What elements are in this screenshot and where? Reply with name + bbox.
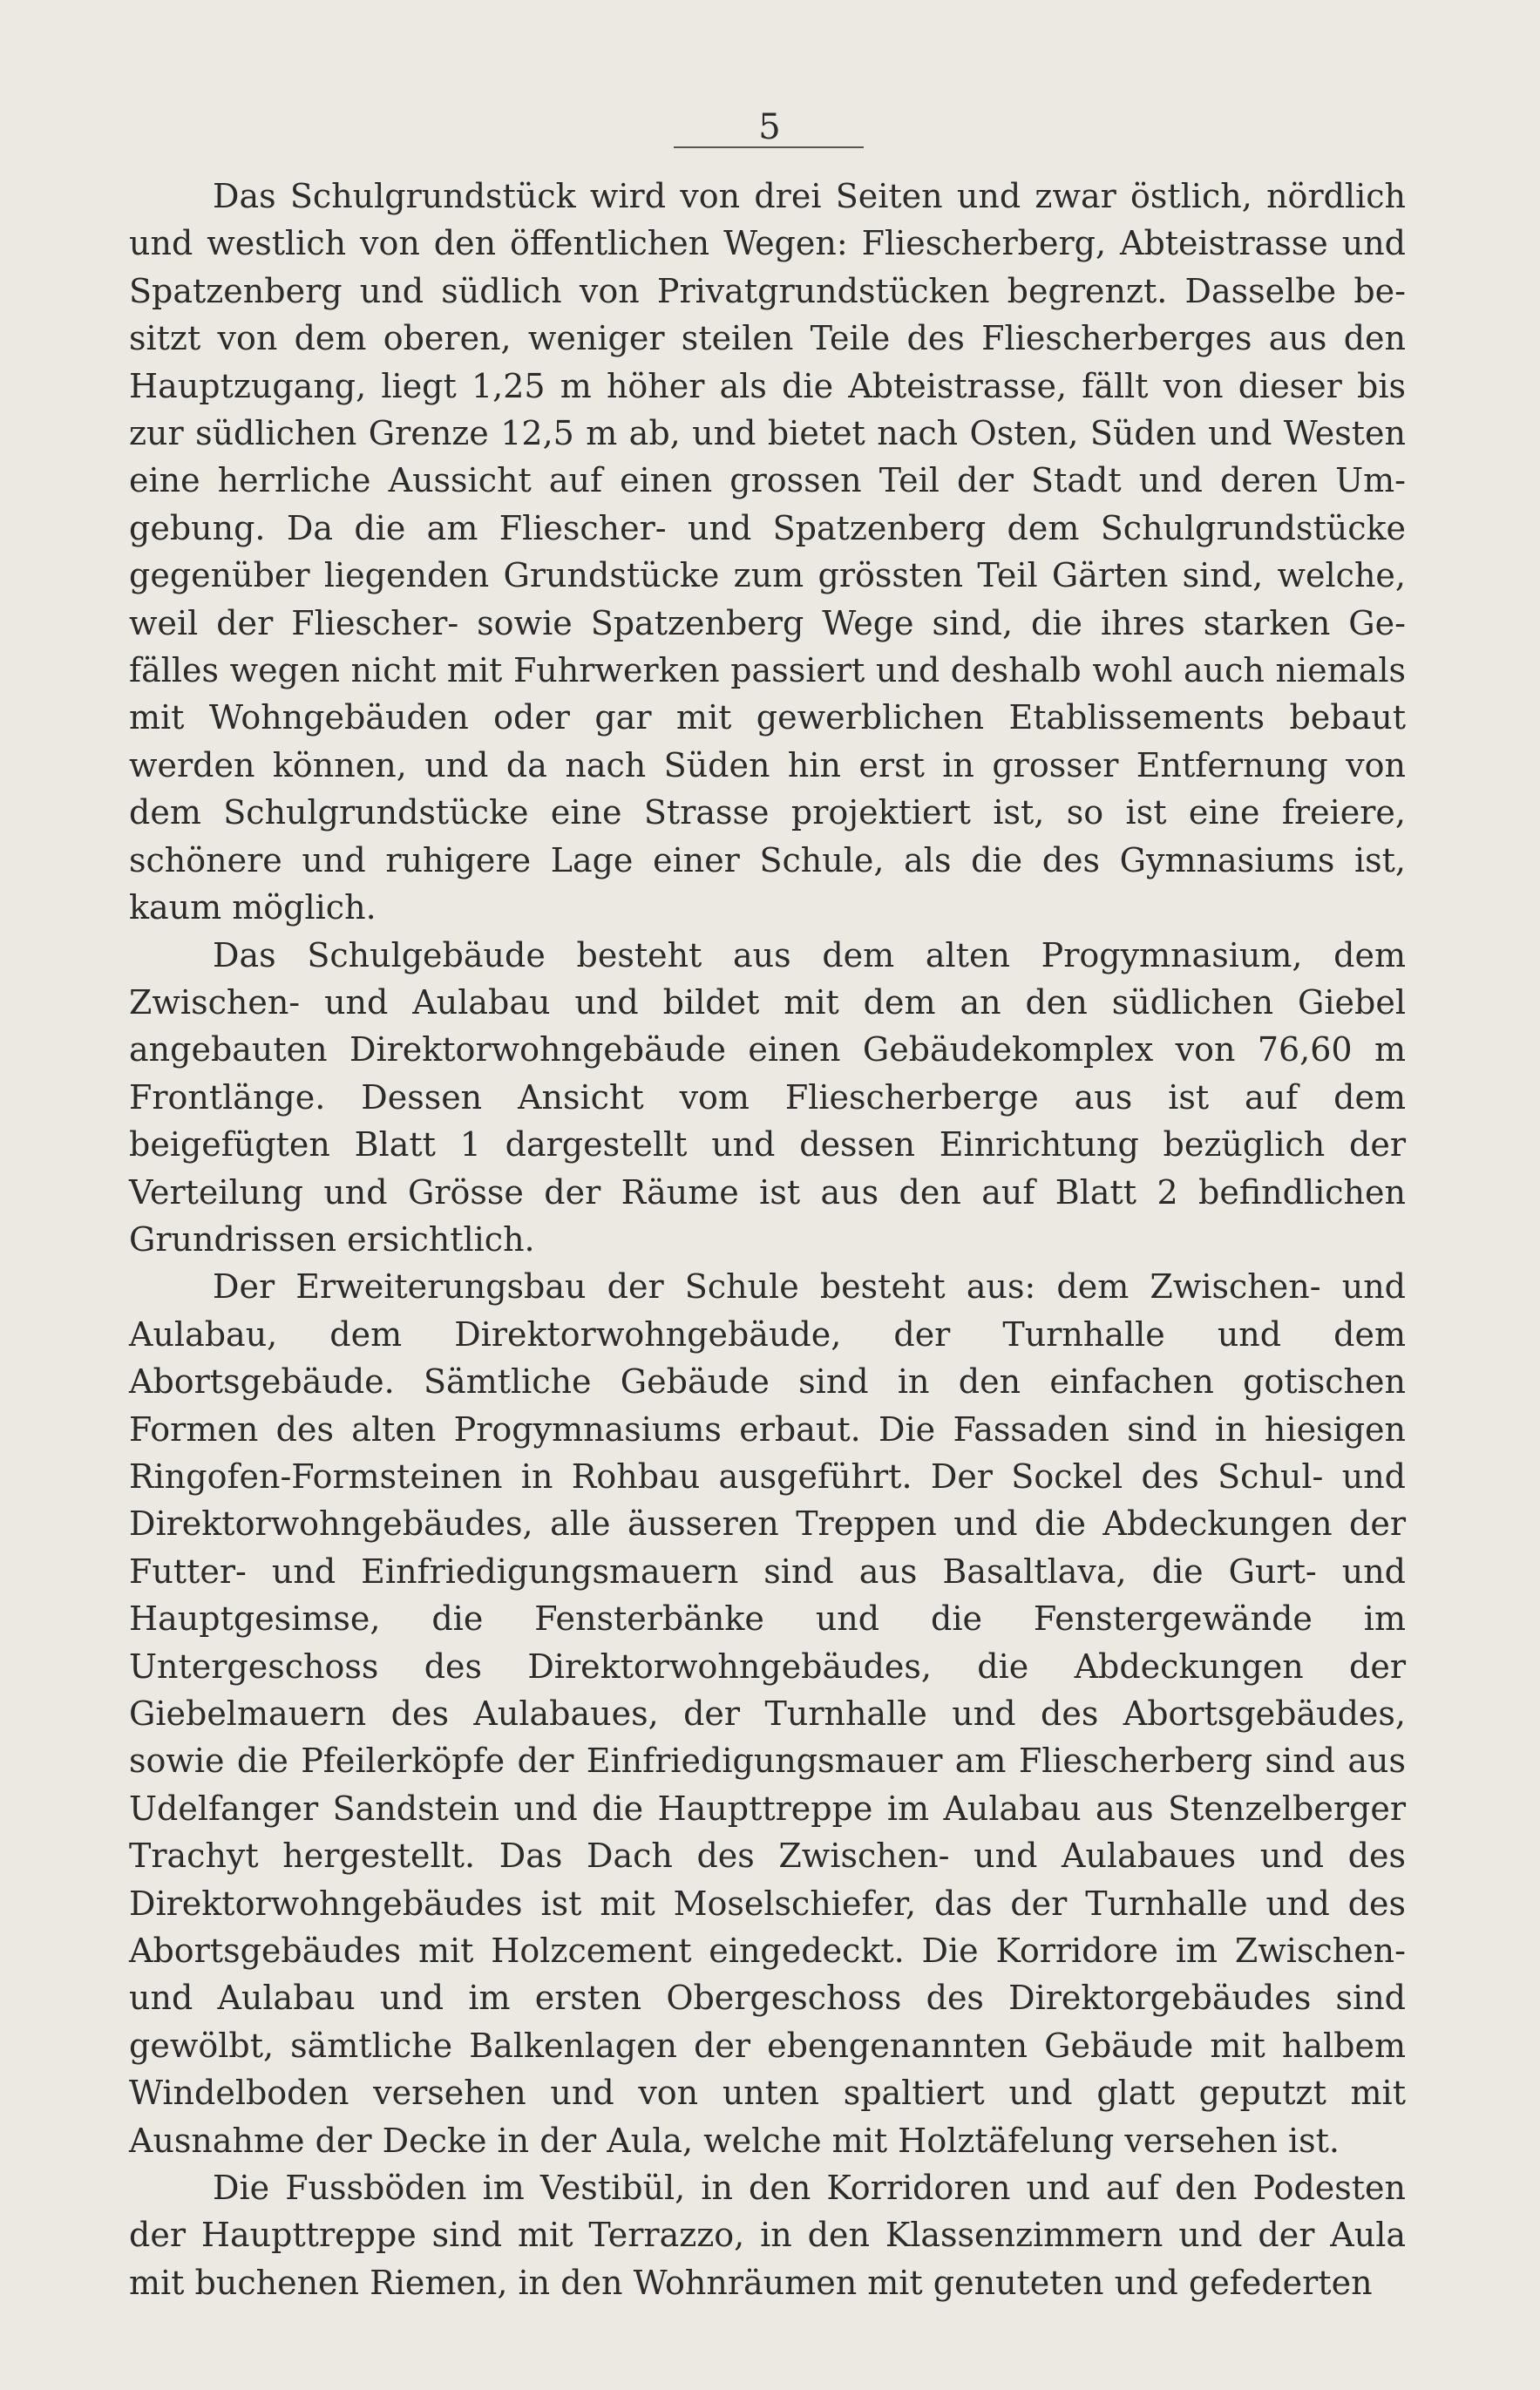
paragraph: Das Schulgebäude besteht aus dem alten Progymnasium, dem Zwischen- und Aulabau und bildet mit dem an den südlichen Giebel angebauten Direktorwohngebäude einen Gebäudekomplex von 76,60 m Frontlänge. Dessen Ansicht vom Fliescherberge aus ist auf dem beigefügten Blatt 1 dargestellt und dessen Einrichtung bezüglich der Verteilung und Grösse der Räume ist aus den auf Blatt 2 befindlichen Grundrissen ersichtlich.: [129, 935, 1406, 1259]
paragraph: Das Schulgrundstück wird von drei Seiten und zwar östlich, nördlich und westlich von den öffentlichen Wegen: Fliescherberg, Abteistrasse und Spatzenberg und südlich von Privatgrundstücken begrenzt. Dasselbe besitzt von dem oberen, weniger steilen Teile des Fliescherberges aus den Hauptzugang, liegt 1,25 m höher als die Abteistrasse, fällt von dieser bis zur südlichen Grenze 12,5 m ab, und bietet nach Osten, Süden und Westen eine herrliche Aussicht auf einen grossen Teil der Stadt und deren Umgebung. Da die am Fliescher- und Spatzenberg dem Schulgrundstücke gegenüber liegenden Grundstücke zum grössten Teil Gärten sind, welche, weil der Fliescher- sowie Spatzenberg Wege sind, die ihres starken Gefälles wegen nicht mit Fuhrwerken passiert und deshalb wohl auch niemals mit Wohngebäuden oder gar mit gewerblichen Etablissements bebaut werden können, und da nach Süden hin erst in grosser Entfernung von dem Schulgrundstücke eine Strasse projektiert ist, so ist eine freiere, schönere und ruhigere Lage einer Schule, als die des Gymnasiums ist, kaum möglich.: [129, 177, 1406, 927]
paragraph: Der Erweiterungsbau der Schule besteht aus: dem Zwischen- und Aulabau, dem Direktorwohngebäude, der Turnhalle und dem Abortsgebäude. Sämtliche Gebäude sind in den einfachen gotischen Formen des alten Progymnasiums erbaut. Die Fassaden sind in hiesigen Ringofen-Formsteinen in Rohbau ausgeführt. Der Sockel des Schul- und Direktorwohngebäudes, alle äusseren Treppen und die Abdeckungen der Futter- und Einfriedigungsmauern sind aus Basaltlava, die Gurt- und Hauptgesimse, die Fensterbänke und die Fenstergewände im Untergeschoss des Direktorwohngebäudes, die Abdeckungen der Giebelmauern des Aulabaues, der Turnhalle und des Abortsgebäudes, sowie die Pfeilerköpfe der Einfriedigungsmauer am Fliescherberg sind aus Udelfanger Sandstein und die Haupttreppe im Aulabau aus Stenzelberger Trachyt hergestellt. Das Dach des Zwischen- und Aulabaues und des Direktorwohngebäudes ist mit Moselschiefer, das der Turnhalle und des Abortsgebäudes mit Holzcement eingedeckt. Die Korridore im Zwischen- und Aulabau und im ersten Obergeschoss des Direktorgebäudes sind gewölbt, sämtliche Balkenlagen der ebengenannten Gebäude mit halbem Windelboden versehen und von unten spaltiert und glatt geputzt mit Ausnahme der Decke in der Aula, welche mit Holztäfelung versehen ist.: [129, 1267, 1406, 2160]
body-text: [129, 173, 1406, 2306]
paragraph: Die Fussböden im Vestibül, in den Korridoren und auf den Podesten der Haupttreppe sind mit Terrazzo, in den Klassenzimmern und der Aula mit buchenen Riemen, in den Wohnräumen mit genuteten und gefederten: [129, 2169, 1406, 2302]
page-number: 5: [758, 107, 782, 147]
page-number-rule: [674, 146, 864, 148]
